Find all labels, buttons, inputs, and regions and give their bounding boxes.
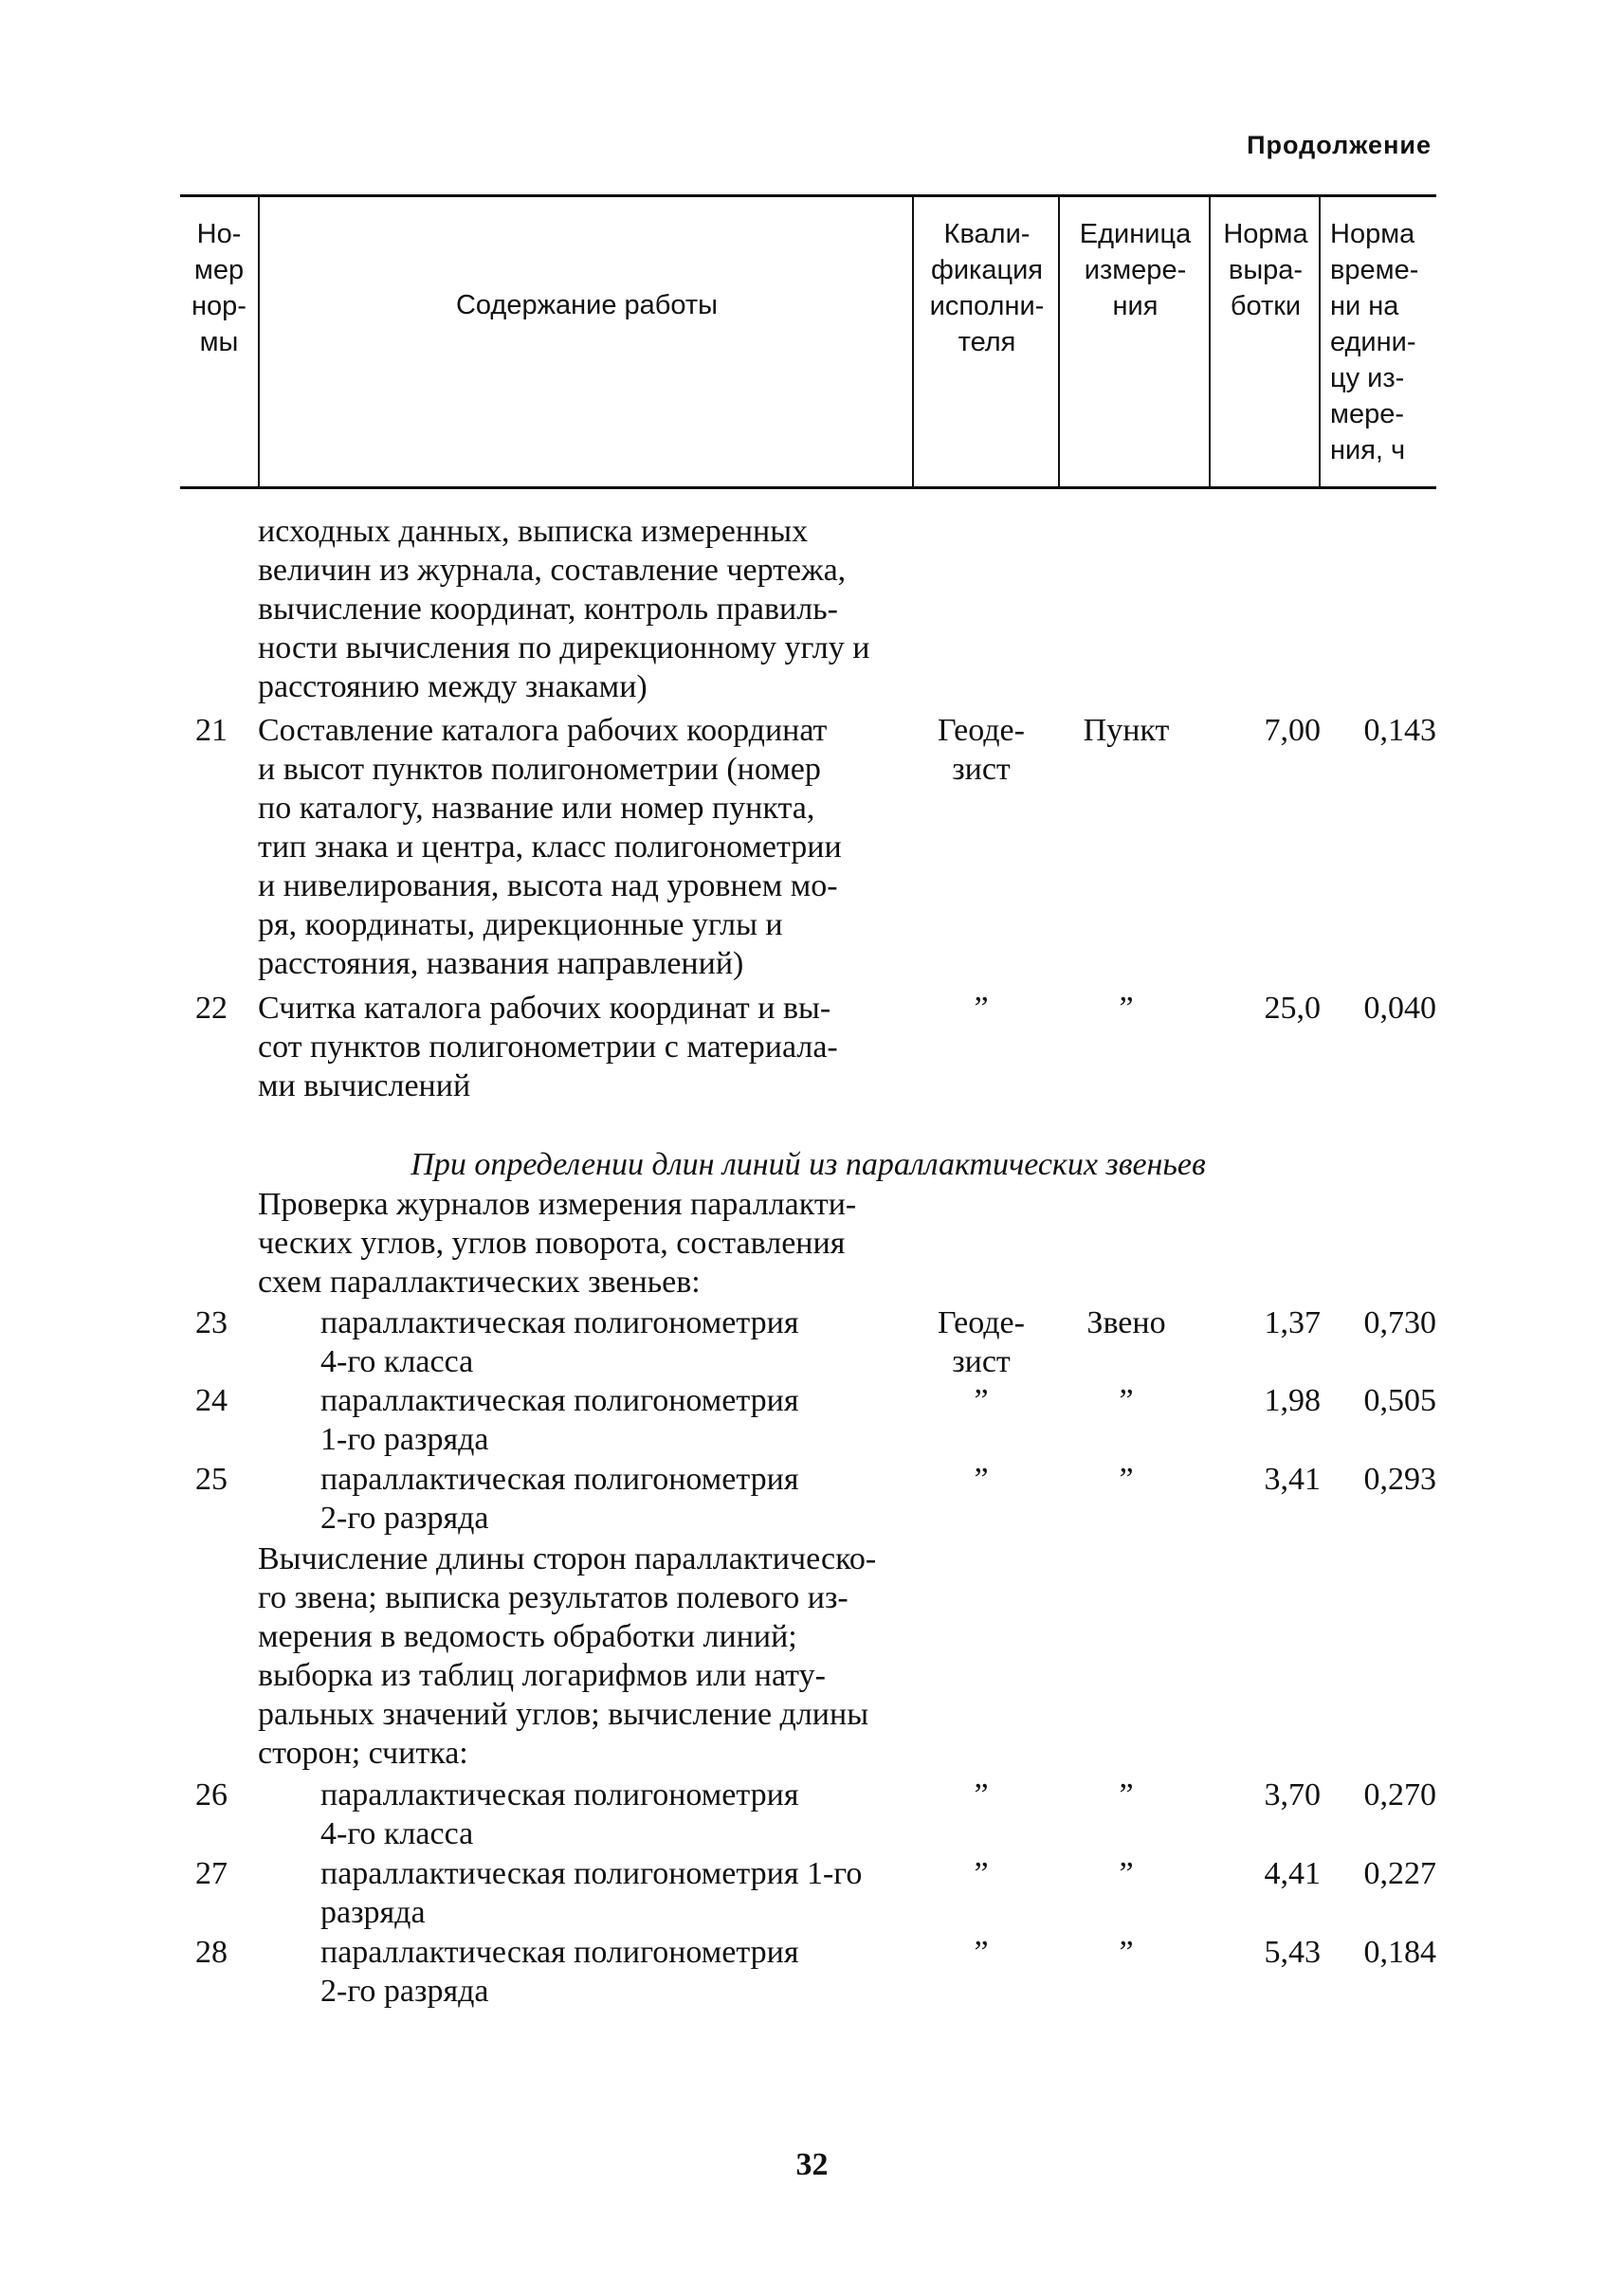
header-col-qualification: Квали- фикация исполни- теля — [912, 197, 1060, 486]
row-number: 22 — [195, 991, 228, 1026]
row-content: параллактическая полигонометрия 1-го разряда — [320, 1856, 863, 1930]
row-qualification: Геоде- зист — [938, 1305, 1025, 1379]
group-intro-text: Вычисление длины сторон параллактическо- го звена; выписка результатов полевого из- мерения в ведомость обработки линий; выборка из таблиц логарифмов или нату- ральных значений углов; вычисление длины сторон; считка: — [258, 1541, 877, 1771]
row-number: 21 — [195, 713, 228, 748]
header-col-content: Содержание работы — [258, 197, 914, 486]
row-content: параллактическая полигонометрия 4-го класса — [320, 1305, 799, 1379]
row-number: 26 — [195, 1777, 228, 1812]
intro-text: исходных данных, выписка измеренных величин из журнала, составление чертежа, вычисление координат, контроль правиль- ности вычисления по дирекционному углу и расстоянию между знаками) — [258, 514, 870, 704]
row-unit: ” — [1119, 1777, 1134, 1812]
row-norm-time: 0,143 — [1363, 713, 1436, 748]
row-norm-time: 0,227 — [1363, 1856, 1436, 1891]
row-unit: Пункт — [1083, 713, 1170, 748]
continuation-label: Продолжение — [1247, 131, 1432, 159]
row-norm-output: 4,41 — [1264, 1856, 1321, 1891]
row-number: 25 — [195, 1462, 228, 1497]
row-content: параллактическая полигонометрия 1-го разряда — [320, 1383, 799, 1457]
row-norm-time: 0,184 — [1363, 1935, 1436, 1970]
row-norm-output: 1,37 — [1264, 1305, 1321, 1340]
row-qualification: ” — [974, 991, 989, 1026]
row-norm-time: 0,293 — [1363, 1462, 1436, 1497]
table-header — [180, 194, 1436, 489]
row-unit: ” — [1119, 1462, 1134, 1497]
row-number: 28 — [195, 1935, 228, 1970]
row-norm-time: 0,505 — [1363, 1383, 1436, 1418]
row-unit: ” — [1119, 991, 1134, 1026]
row-qualification: ” — [974, 1383, 989, 1418]
row-content: параллактическая полигонометрия 4-го класса — [320, 1777, 799, 1851]
row-norm-output: 25,0 — [1264, 991, 1321, 1026]
row-unit: ” — [1119, 1935, 1134, 1970]
header-col-norm-output: Норма выра- ботки — [1209, 197, 1321, 486]
row-number: 27 — [195, 1856, 228, 1891]
row-qualification: ” — [974, 1856, 989, 1891]
row-content: параллактическая полигонометрия 2-го разряда — [320, 1935, 799, 2009]
row-norm-time: 0,040 — [1363, 991, 1436, 1026]
row-qualification: ” — [974, 1935, 989, 1970]
row-number: 24 — [195, 1383, 228, 1418]
group-intro-text: Проверка журналов измерения параллакти- ческих углов, углов поворота, составления схем параллактических звеньев: — [258, 1187, 857, 1300]
row-norm-output: 1,98 — [1264, 1383, 1321, 1418]
row-norm-time: 0,270 — [1363, 1777, 1436, 1812]
row-norm-output: 3,41 — [1264, 1462, 1321, 1497]
header-col-number: Но- мер нор- мы — [192, 219, 246, 357]
row-number: 23 — [195, 1305, 228, 1340]
row-qualification: Геоде- зист — [938, 713, 1025, 787]
row-unit: ” — [1119, 1856, 1134, 1891]
row-norm-output: 5,43 — [1264, 1935, 1321, 1970]
row-unit: ” — [1119, 1383, 1134, 1418]
row-content: Составление каталога рабочих координат и высот пунктов полигонометрии (номер по каталогу, название или номер пункта, тип знака и центра, класс полигонометрии и нивелирования, высота над уровнем мо- ря, координаты, дирекционные углы и расстояния, названия направлений) — [258, 713, 842, 981]
row-qualification: ” — [974, 1462, 989, 1497]
row-norm-output: 3,70 — [1264, 1777, 1321, 1812]
header-col-norm-time: Норма време- ни на едини- цу из- мере- ния, ч — [1319, 197, 1438, 486]
row-norm-time: 0,730 — [1363, 1305, 1436, 1340]
page-number: 32 — [795, 2147, 829, 2182]
header-col-unit: Единица измере- ния — [1058, 197, 1211, 486]
row-unit: Звено — [1086, 1305, 1166, 1340]
row-norm-output: 7,00 — [1264, 713, 1321, 748]
row-content: параллактическая полигонометрия 2-го разряда — [320, 1462, 799, 1536]
row-qualification: ” — [974, 1777, 989, 1812]
row-content: Считка каталога рабочих координат и вы- сот пунктов полигонометрии с материала- ми вычислений — [258, 991, 838, 1103]
section-title: При определении длин линий из параллактических звеньев — [411, 1147, 1206, 1182]
